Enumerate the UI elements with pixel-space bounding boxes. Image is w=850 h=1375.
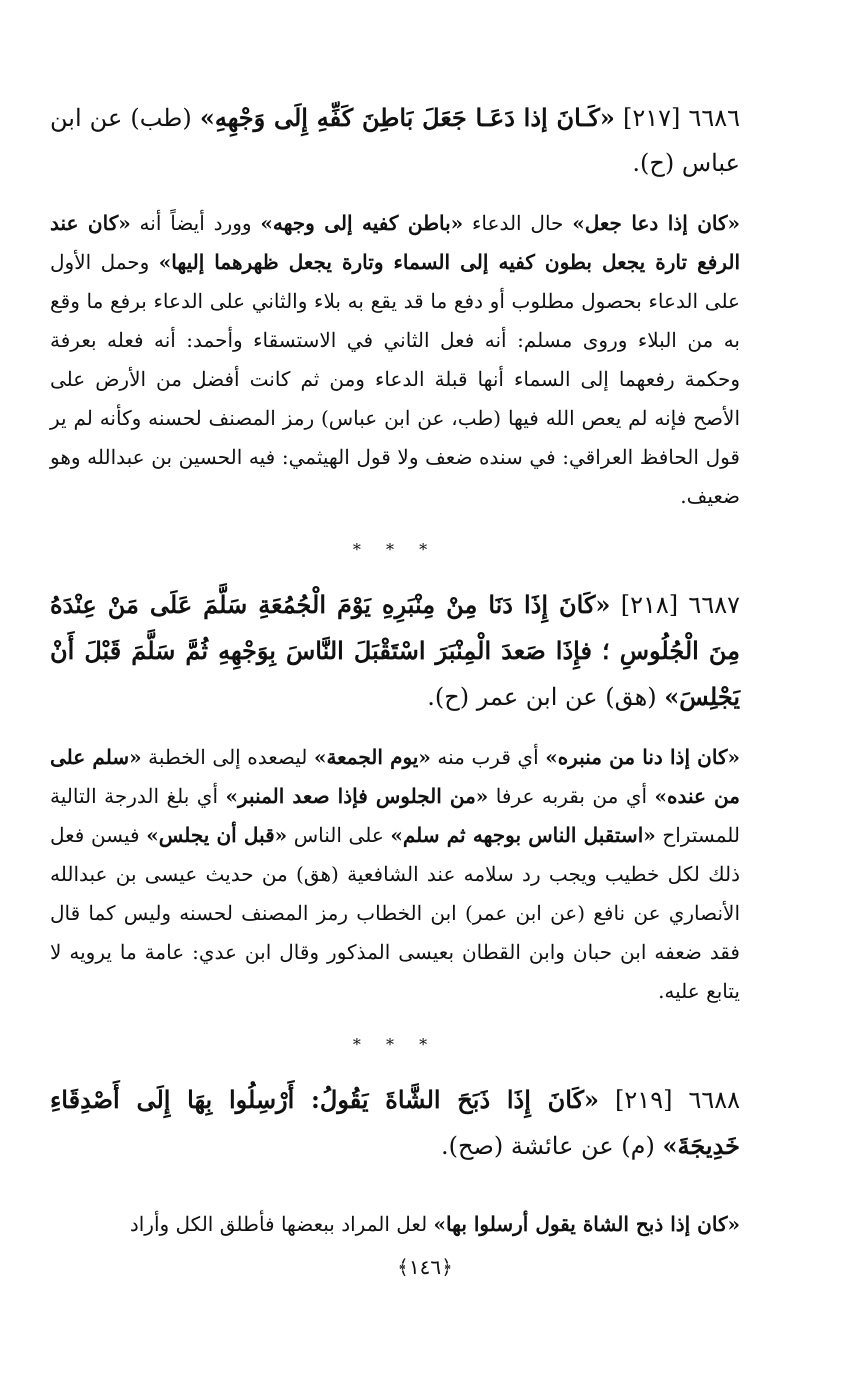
commentary-6687 [50, 738, 740, 1011]
commentary-6688 [50, 1205, 740, 1244]
commentary-text: حال الدعاء [463, 211, 573, 235]
commentary-text: فيسن فعل ذلك لكل خطيب ويجب رد سلامه عند الشافعية (هق) من حديث عيسى بن عبدالله الأنصاري عن نافع (عن ابن عمر) ابن الخطاب رمز المصنف لحسنه وليس كما قال فقد ضعفه ابن حبان وابن القطان بعيسى المذكور وقال ابن عدي: عامة ما يرويه لا يتابع عليه. [50, 823, 740, 1003]
commentary-quote: «قبل أن يجلس» [146, 823, 288, 847]
commentary-text: ليصعده إلى الخطبة [141, 745, 314, 769]
commentary-quote: «باطن كفيه إلى وجهه» [260, 211, 464, 235]
commentary-text: لعل المراد ببعضها فأطلق الكل وأراد [129, 1212, 434, 1236]
commentary-text: وحمل الأول على الدعاء بحصول مطلوب أو دفع ما قد يقع به بلاء والثاني على الدعاء برفع ما وقع به من البلاء وروى مسلم: أنه فعل الثاني في الاستسقاء وأحمد: أنه فعله بعرفة وحكمة رفعهما إلى السماء أنها قبلة الدعاء ومن ثم كانت أفضل من الأرض على الأصح فإنه لم يعص الله فيها (طب، عن ابن عباس) رمز المصنف لحسنه وكأنه لم ير قول الحافظ العراقي: في سنده ضعف ولا قول الهيثمي: فيه الحسين بن عبدالله وهو ضعيف. [50, 250, 741, 508]
hadith-source: (م) عن عائشة (صح). [440, 1132, 655, 1160]
hadith-6686 [50, 95, 740, 186]
commentary-quote: «من الجلوس فإذا صعد المنبر» [225, 784, 489, 808]
commentary-quote: «يوم الجمعة» [313, 745, 431, 769]
hadith-6688 [50, 1077, 740, 1169]
hadith-number: ٦٦٨٨ [٢١٩] [615, 1086, 741, 1114]
commentary-6686 [50, 204, 740, 516]
page-body [50, 95, 740, 1244]
hadith-text: «كَـانَ إذا دَعَـا جَعَلَ بَاطِنَ كَفِّهِ إِلَى وَجْهِهِ» [199, 103, 615, 132]
commentary-text: أي بلغ الدرجة التالية للمستراح [50, 784, 740, 847]
commentary-quote: «استقبل الناس بوجهه ثم سلم» [390, 823, 656, 847]
commentary-text: على الناس [287, 823, 391, 847]
section-separator: * * * [352, 1035, 438, 1054]
commentary-text: وورد أيضاً أنه [130, 211, 261, 235]
commentary-quote: «سلم على من عنده» [50, 745, 740, 808]
commentary-text: أي من بقربه عرفا [488, 784, 655, 808]
commentary-text: أي قرب منه [430, 745, 546, 769]
section-separator: * * * [352, 540, 438, 559]
commentary-quote: «كان إذا دعا جعل» [572, 211, 741, 235]
hadith-number: ٦٦٨٦ [٢١٧] [622, 104, 741, 132]
hadith-text: «كَانَ إِذَا ذَبَحَ الشَّاةَ يَقُولُ: أَرْسِلُوا بِهَا إِلَى أَصْدِقَاءِ خَدِيجَةَ» [50, 1085, 740, 1160]
hadith-source: (طب) عن ابن عباس (ح). [50, 104, 740, 177]
commentary-quote: «كان إذا دنا من منبره» [545, 745, 740, 769]
page-number: ﴿١٤٦﴾ [397, 1255, 453, 1279]
hadith-number: ٦٦٨٧ [٢١٨] [620, 591, 740, 619]
hadith-text: «كَانَ إِذَا دَنَا مِنْ مِنْبَرِهِ يَوْمَ الْجُمُعَةِ سَلَّمَ عَلَى مَنْ عِنْدَهُ مِنَ الْجُلُوسِ ؛ فإِذَا صَعدَ الْمِنْبَرَ اسْتَقْبَلَ النَّاسَ بِوَجْهِهِ ثُمَّ سَلَّمَ قَبْلَ أَنْ يَجْلِسَ» [50, 590, 740, 711]
commentary-quote: «كان عند الرفع تارة يجعل بطون كفيه إلى السماء وتارة يجعل ظهرهما إليها» [50, 211, 740, 274]
hadith-6687 [50, 582, 740, 720]
commentary-quote: «كان إذا ذبح الشاة يقول أرسلوا بها» [433, 1212, 740, 1236]
hadith-source: (هق) عن ابن عمر (ح). [427, 683, 657, 711]
